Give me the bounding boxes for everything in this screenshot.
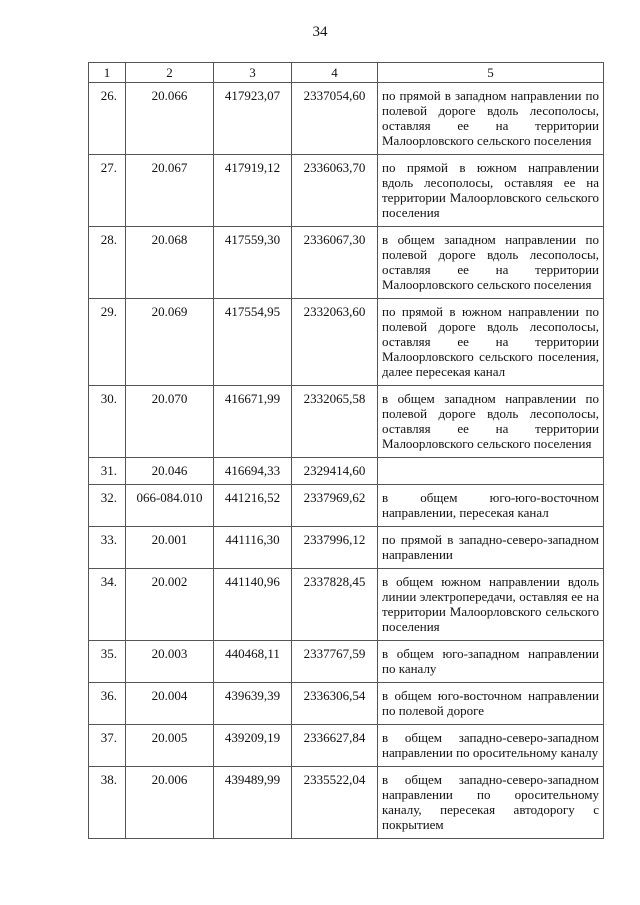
column-header: 2 (126, 63, 214, 83)
boundary-description-cell: по прямой в южном направлении по полевой дороге вдоль лесополосы, оставляя ее на территории Малоорловского сельского поселения, далее пересекая канал (378, 299, 604, 386)
x-coordinate-cell: 439639,39 (214, 683, 292, 725)
column-header: 5 (378, 63, 604, 83)
table-row (89, 155, 604, 227)
point-code-cell: 20.070 (126, 386, 214, 458)
row-number-cell: 29. (89, 299, 126, 386)
boundary-description-cell: по прямой в южном направлении вдоль лесополосы, оставляя ее на территории Малоорловского сельского поселения (378, 155, 604, 227)
point-code-cell: 20.003 (126, 641, 214, 683)
point-code-cell: 20.004 (126, 683, 214, 725)
boundary-description-cell: в общем юго-восточном направлении по полевой дороге (378, 683, 604, 725)
x-coordinate-cell: 441216,52 (214, 485, 292, 527)
column-header: 4 (292, 63, 378, 83)
row-number-cell: 26. (89, 83, 126, 155)
row-number-cell: 32. (89, 485, 126, 527)
x-coordinate-cell: 441140,96 (214, 569, 292, 641)
y-coordinate-cell: 2335522,04 (292, 767, 378, 839)
y-coordinate-cell: 2336627,84 (292, 725, 378, 767)
y-coordinate-cell: 2329414,60 (292, 458, 378, 485)
row-number-cell: 31. (89, 458, 126, 485)
x-coordinate-cell: 417559,30 (214, 227, 292, 299)
x-coordinate-cell: 417919,12 (214, 155, 292, 227)
x-coordinate-cell: 416694,33 (214, 458, 292, 485)
x-coordinate-cell: 417923,07 (214, 83, 292, 155)
column-header: 3 (214, 63, 292, 83)
row-number-cell: 36. (89, 683, 126, 725)
table-row (89, 458, 604, 485)
column-header: 1 (89, 63, 126, 83)
y-coordinate-cell: 2337969,62 (292, 485, 378, 527)
x-coordinate-cell: 439209,19 (214, 725, 292, 767)
table-row (89, 299, 604, 386)
table-row (89, 485, 604, 527)
y-coordinate-cell: 2336067,30 (292, 227, 378, 299)
point-code-cell: 20.066 (126, 83, 214, 155)
x-coordinate-cell: 417554,95 (214, 299, 292, 386)
table-row (89, 83, 604, 155)
table-row (89, 767, 604, 839)
point-code-cell: 20.067 (126, 155, 214, 227)
boundary-points-table (88, 62, 604, 839)
y-coordinate-cell: 2337054,60 (292, 83, 378, 155)
table-header-row (89, 63, 604, 83)
boundary-description-cell: в общем западно-северо-западном направлении по оросительному каналу (378, 725, 604, 767)
point-code-cell: 20.001 (126, 527, 214, 569)
point-code-cell: 20.046 (126, 458, 214, 485)
row-number-cell: 30. (89, 386, 126, 458)
row-number-cell: 38. (89, 767, 126, 839)
row-number-cell: 27. (89, 155, 126, 227)
boundary-description-cell: в общем юго-юго-восточном направлении, пересекая канал (378, 485, 604, 527)
y-coordinate-cell: 2337828,45 (292, 569, 378, 641)
boundary-description-cell: в общем западном направлении по полевой дороге вдоль лесополосы, оставляя ее на территории Малоорловского сельского поселения (378, 227, 604, 299)
boundary-description-cell: в общем юго-западном направлении по каналу (378, 641, 604, 683)
row-number-cell: 35. (89, 641, 126, 683)
boundary-description-cell: в общем южном направлении вдоль линии электропередачи, оставляя ее на территории Малоорловского сельского поселения (378, 569, 604, 641)
boundary-description-cell: в общем западно-северо-западном направлении по оросительному каналу, пересекая автодорогу с покрытием (378, 767, 604, 839)
table-row (89, 569, 604, 641)
x-coordinate-cell: 440468,11 (214, 641, 292, 683)
row-number-cell: 33. (89, 527, 126, 569)
point-code-cell: 066-084.010 (126, 485, 214, 527)
point-code-cell: 20.006 (126, 767, 214, 839)
row-number-cell: 28. (89, 227, 126, 299)
boundary-description-cell: в общем западном направлении по полевой дороге вдоль лесополосы, оставляя ее на территории Малоорловского сельского поселения (378, 386, 604, 458)
x-coordinate-cell: 439489,99 (214, 767, 292, 839)
table-row (89, 386, 604, 458)
point-code-cell: 20.069 (126, 299, 214, 386)
page-number: 34 (312, 24, 328, 40)
point-code-cell: 20.005 (126, 725, 214, 767)
boundary-description-cell: по прямой в западном направлении по полевой дороге вдоль лесополосы, оставляя ее на территории Малоорловского сельского поселения (378, 83, 604, 155)
y-coordinate-cell: 2332065,58 (292, 386, 378, 458)
table-row (89, 641, 604, 683)
y-coordinate-cell: 2332063,60 (292, 299, 378, 386)
y-coordinate-cell: 2336063,70 (292, 155, 378, 227)
row-number-cell: 37. (89, 725, 126, 767)
y-coordinate-cell: 2337996,12 (292, 527, 378, 569)
x-coordinate-cell: 416671,99 (214, 386, 292, 458)
y-coordinate-cell: 2336306,54 (292, 683, 378, 725)
table-row (89, 527, 604, 569)
table-row (89, 725, 604, 767)
boundary-description-cell: по прямой в западно-северо-западном направлении (378, 527, 604, 569)
x-coordinate-cell: 441116,30 (214, 527, 292, 569)
y-coordinate-cell: 2337767,59 (292, 641, 378, 683)
boundary-description-cell (378, 458, 604, 485)
table-row (89, 227, 604, 299)
row-number-cell: 34. (89, 569, 126, 641)
point-code-cell: 20.068 (126, 227, 214, 299)
point-code-cell: 20.002 (126, 569, 214, 641)
table-row (89, 683, 604, 725)
